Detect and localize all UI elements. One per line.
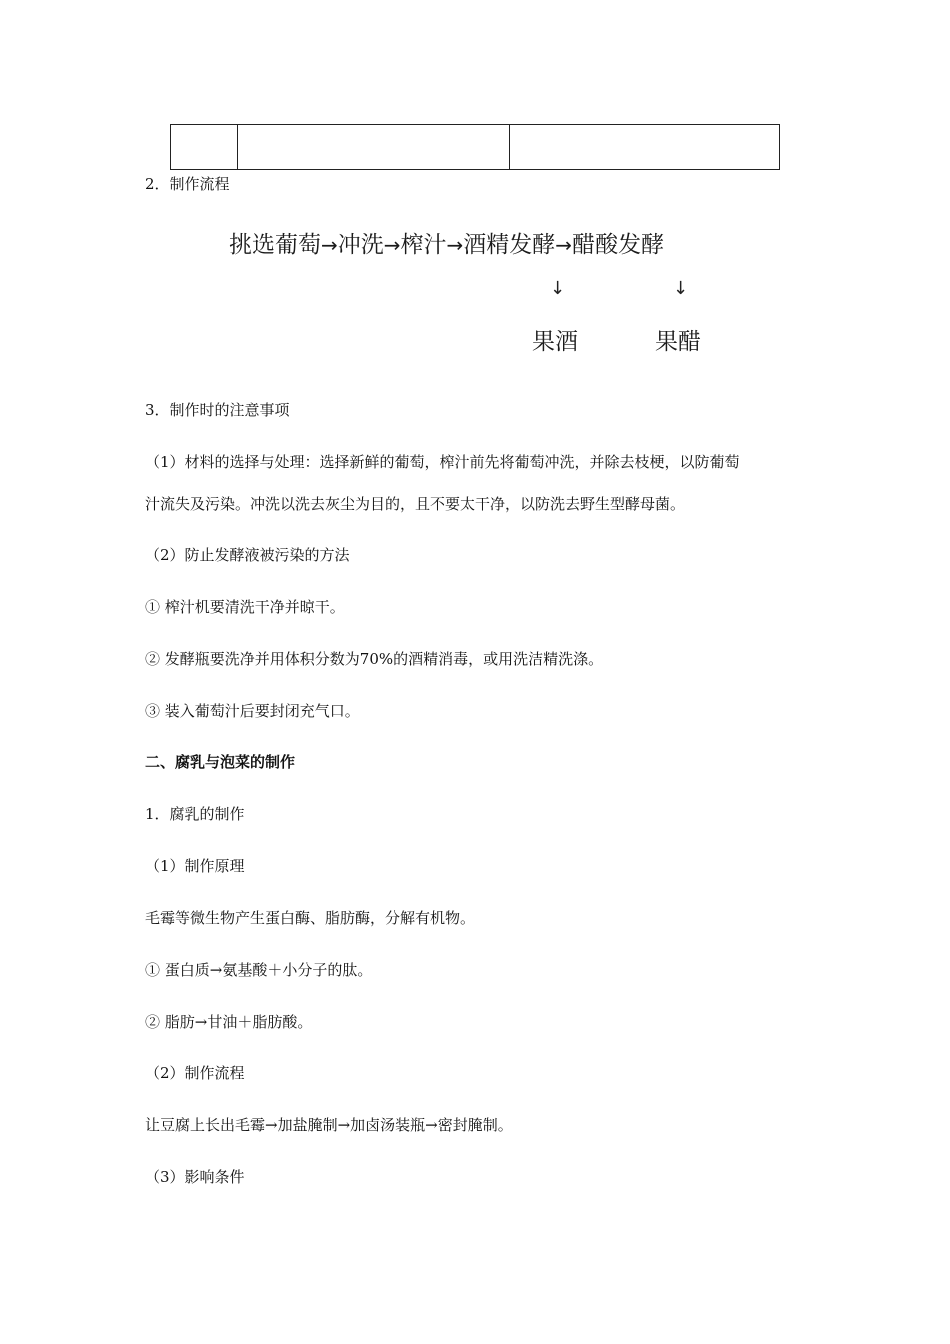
subheading: （2）制作流程 <box>145 1064 245 1082</box>
list-item: ① 蛋白质→氨基酸＋小分子的肽。 <box>145 961 373 979</box>
flow-product-vinegar: 果醋 <box>655 329 701 355</box>
section-title: 1．腐乳的制作 <box>145 805 245 823</box>
subheading: （1）制作原理 <box>145 857 245 875</box>
flow-step: 酒精发酵 <box>463 232 556 258</box>
list-item: ② 脂肪→甘油＋脂肪酸。 <box>145 1013 313 1031</box>
flow-product-wine: 果酒 <box>532 329 578 355</box>
arrow-right-icon: → <box>321 233 338 257</box>
paragraph-line: 让豆腐上长出毛霉→加盐腌制→加卤汤装瓶→密封腌制。 <box>145 1116 513 1134</box>
list-item: ② 发酵瓶要洗净并用体积分数为70%的酒精消毒，或用洗洁精洗涤。 <box>145 650 604 668</box>
arrow-right-icon: → <box>446 233 464 257</box>
table-cell <box>238 125 510 170</box>
flow-step: 冲洗 <box>337 232 384 258</box>
process-flow-diagram <box>229 226 664 259</box>
paragraph-line: （1）材料的选择与处理：选择新鲜的葡萄，榨汁前先将葡萄冲洗，并除去枝梗，以防葡萄 <box>145 453 740 471</box>
list-item: ③ 装入葡萄汁后要封闭充气口。 <box>145 702 360 720</box>
flow-step: 醋酸发酵 <box>572 232 665 258</box>
section-2-title: 2．制作流程 <box>145 175 230 193</box>
table-cell <box>171 125 238 170</box>
list-item: ① 榨汁机要清洗干净并晾干。 <box>145 598 345 616</box>
arrow-down-icon: ↓ <box>673 278 689 299</box>
paragraph-line: 毛霉等微生物产生蛋白酶、脂肪酶，分解有机物。 <box>145 909 476 927</box>
subheading: （2）防止发酵液被污染的方法 <box>145 546 350 564</box>
arrow-right-icon: → <box>383 233 401 257</box>
flow-step: 榨汁 <box>400 232 447 258</box>
arrow-right-icon: → <box>555 233 573 257</box>
table-cell <box>510 125 780 170</box>
top-table <box>170 124 780 170</box>
part-2-heading: 二、腐乳与泡菜的制作 <box>145 753 296 771</box>
flow-step: 挑选葡萄 <box>229 232 321 258</box>
table-row <box>171 125 780 170</box>
subheading: （3）影响条件 <box>145 1168 245 1186</box>
paragraph-line: 汁流失及污染。冲洗以洗去灰尘为目的，且不要太干净，以防洗去野生型酵母菌。 <box>145 495 686 513</box>
arrow-down-icon: ↓ <box>550 278 566 299</box>
section-3-title: 3．制作时的注意事项 <box>145 401 290 419</box>
